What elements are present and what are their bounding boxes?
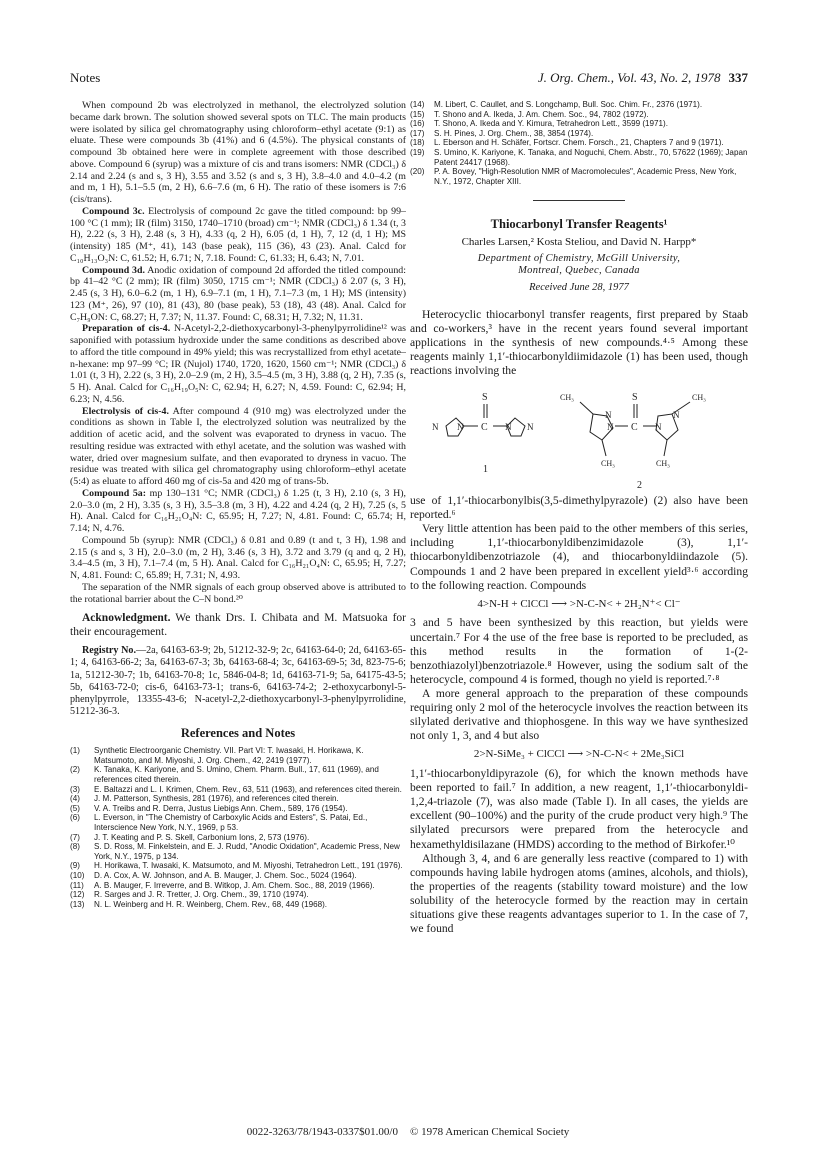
affiliation-line: Montreal, Quebec, Canada: [518, 265, 640, 277]
reference-item: [410, 110, 748, 120]
reference-text: D. A. Cox, A. W. Johnson, and A. B. Mauger, J. Chem. Soc., 5024 (1964).: [94, 870, 357, 880]
reference-number: (20): [410, 167, 425, 177]
registry-numbers: [70, 645, 406, 718]
structures-1-and-2: [410, 380, 748, 492]
running-header-section: Notes: [70, 70, 101, 85]
reference-item: [70, 900, 406, 910]
structure-label-2: 2: [637, 480, 642, 492]
reference-item: [410, 100, 748, 110]
paragraph: 1,1′-thiocarbonyldipyrazole (6), for which the known methods have been reported to fail.⁷ In addition, a new reagent, 1,1′-thiocarbonyldi-1,2,4-triazole (7), was also made (Table I). In all cases, the yields are excellent (90–100%) and the purity of the crude product very high.⁹ The silylated precursors were prepared from the heterocycle and hexamethyldisilazane (HMDS) according to the method of Birkofer.¹⁰: [410, 767, 748, 851]
reference-item: [70, 881, 406, 891]
reference-text: L. Everson, in "The Chemistry of Carboxylic Acids and Esters", S. Patai, Ed., Interscience New York, N.Y., 1969, p 53.: [94, 813, 368, 832]
svg-text:N: N: [432, 422, 439, 433]
paragraph: Very little attention has been paid to the other members of this series, including 1,1′-thiocarbonyldibenzimidazole (3), 1,1′-thiocarbonyldibenzotriazole (4), and thiocarbonyldiindazole (5). Compounds 1 and 2 have been prepared in excellent yield³·⁶ according to the following reaction. Compounds: [410, 522, 748, 592]
paragraph-heading: Compound 3d.: [82, 264, 145, 276]
reference-text: E. Baltazzi and L. I. Krimen, Chem. Rev., 63, 511 (1963), and references cited therein.: [94, 784, 402, 794]
paragraph-text: After compound 4 (910 mg) was electrolyzed under the conditions as shown in Table I, the electrolyzed solution was neutralized by the addition of acetic acid, and the solvent was evaporated to dryness in vacuo. The resulting residue was extracted with ethyl acetate, and the solution was washed with water, dried over magnesium sulfate, and then evaporated to dryness in vacuo. The residue was treated with silica gel chromatography using chloroform–ethyl acetate (5:4) as eluate to afford 460 mg of cis-5a and 420 mg of trans-5b.: [70, 405, 407, 487]
reference-number: (3): [70, 784, 80, 794]
reference-number: (7): [70, 832, 80, 842]
reference-number: (18): [410, 138, 425, 148]
affiliation-line: Department of Chemistry, McGill University,: [477, 252, 681, 264]
paragraph: [70, 206, 406, 265]
reference-item: [70, 890, 406, 900]
running-header-journal: [538, 70, 748, 86]
paragraph: When compound 2b was electrolyzed in methanol, the electrolyzed solution became dark brown. The solution showed several spots on TLC. The main products were isolated by silica gel chromatography using chloroform–ethyl acetate (9:1) as eluate. These were compounds 3b (41%) and 6 (4.5%). The physical constants of compound 3b obtained here were in complete agreement with those described above. Compound 6 (syrup) was a mixture of cis and trans isomers: NMR (CDCl₃) δ 2.14 and 2.24 (s and s, 3 H), 3.55 and 3.52 (s and s, 3 H), 3.8–4.0 and 4.0–4.2 (m and m, 1 H), 5.1–5.5 (m, 2 H), 6.6–7.6 (m, 6 H). The ratio of these isomers is 7:6 (cis/trans).: [70, 100, 406, 205]
reference-number: (15): [410, 109, 425, 119]
registry-heading: Registry No.: [82, 645, 136, 657]
svg-text:N: N: [505, 422, 512, 433]
article-divider: [533, 200, 625, 201]
reference-number: (17): [410, 128, 425, 138]
svg-text:N: N: [673, 410, 680, 421]
references-heading: References and Notes: [180, 726, 296, 741]
reaction-equation-2: 2>N-SiMe₃ + ClCCl ⟶ >N-C-N< + 2Me₃SiCl: [473, 748, 685, 761]
left-column: [70, 100, 406, 909]
svg-text:N: N: [527, 422, 534, 433]
reference-number: (10): [70, 870, 85, 880]
reference-item: [410, 138, 748, 148]
paragraph: Compound 5b (syrup): NMR (CDCl₃) δ 0.81 and 0.89 (t and t, 3 H), 1.98 and 2.15 (s and s, 3 H), 2.0–3.0 (m, 2 H), 3.46 (s, 3 H), 3.72 and 3.79 (q and q, 2 H), 3.4–4.5 (m, 3 H), 7.1–7.4 (m, 5 H). Anal. Calcd for C₁₆H₂₁O₄N: C, 65.95; H, 7.27; N, 4.81. Found: C, 65.89; H, 7.31; N, 4.93.: [70, 534, 406, 581]
paragraph-text: N-Acetyl-2,2-diethoxycarbonyl-3-phenylpyrrolidine¹² was saponified with potassium hydroxide under the same conditions as described above to afford the title compound in 49% yield; this was recrystallized from ethyl acetate–n-hexane: mp 97–99 °C; IR (Nujol) 1740, 1720, 1620, 1560 cm⁻¹; NMR (CDCl₃) δ 1.01 (t, 3 H), 2.22 (s, 3 H), 2.0–2.9 (m, 2 H), 3.5–4.5 (m, 3 H), 3.88 (q, 2 H), 7.35 (s, 5 H). Anal. Calcd for C₁₆H₁₉O₅N: C, 62.94; H, 6.27; N, 4.59. Found: C, 62.94; H, 6.23; N, 4.56.: [70, 323, 406, 405]
reference-item: [70, 746, 406, 765]
paragraph-text: mp 130–131 °C; NMR (CDCl₃) δ 1.25 (t, 3 H), 2.10 (s, 3 H), 2.0–3.0 (m, 2 H), 3.35 (s, 3 H), 3.5–3.8 (m, 3 H), 4.22 and 4.24 (q, 2 H), 7.25 (s, 5 H). Anal. Calcd for C₁₆H₂₁O₄N: C, 65.95; H, 7.27; N, 4.81. Found: C, 65.74; H, 7.14; N, 4.76.: [70, 487, 406, 534]
svg-text:C: C: [631, 422, 638, 434]
reference-text: T. Shono and A. Ikeda, J. Am. Chem. Soc., 94, 7802 (1972).: [434, 109, 649, 119]
reference-text: A. B. Mauger, F. Irreverre, and B. Witkop, J. Am. Chem. Soc., 88, 2019 (1966).: [94, 880, 375, 890]
svg-text:C: C: [481, 422, 488, 434]
journal-citation: J. Org. Chem., Vol. 43, No. 2, 1978: [537, 70, 721, 85]
pyrazole-structure-2: [560, 392, 706, 468]
reference-number: (14): [410, 100, 425, 109]
acknowledgment-text: We thank Drs. I. Chibata and M. Matsuoka for their encouragement.: [70, 612, 406, 639]
footer-copyright: © 1978 American Chemical Society: [409, 1126, 570, 1138]
reference-item: [70, 785, 406, 795]
right-column: [410, 100, 748, 936]
page-number: 337: [728, 70, 748, 85]
acknowledgment: [70, 611, 406, 639]
reference-item: [70, 765, 406, 784]
reference-text: L. Eberson and H. Schäfer, Fortscr. Chem. Forsch., 21, Chapters 7 and 9 (1971).: [434, 138, 724, 148]
reference-number: (12): [70, 890, 85, 900]
article-authors: Charles Larsen,² Kosta Steliou, and David N. Harpp*: [461, 236, 697, 249]
reference-number: (1): [70, 746, 80, 756]
acknowledgment-heading: Acknowledgment.: [82, 612, 171, 625]
reference-text: S. H. Pines, J. Org. Chem., 38, 3854 (1974).: [434, 128, 594, 138]
reference-item: [70, 794, 406, 804]
reference-number: (4): [70, 794, 80, 804]
svg-text:S: S: [482, 392, 488, 404]
reference-number: (6): [70, 813, 80, 823]
reference-list: [70, 746, 406, 909]
paragraph-text: Anodic oxidation of compound 2d afforded the titled compound: bp 41–42 °C (2 mm); IR (film) 3050, 1715 cm⁻¹; NMR (CDCl₃) δ 2.07 (s, 3 H), 2.45 (s, 3 H), 6.0–6.2 (m, 1 H), 6.9–7.1 (m, 1 H), 7.1–7.3 (m, 1 H); MS (intensity) 123 (M⁺, 26), 97 (10), 81 (43), 80 (base peak), 53 (18), 43 (48). Anal. Calcd for C₇H₉ON: C, 68.27; H, 7.37; N, 11.37. Found: C, 68.31; H, 7.32; N, 11.31.: [70, 264, 406, 323]
reference-number: (11): [70, 880, 84, 890]
reference-text: R. Sarges and J. R. Tretter, J. Org. Chem., 39, 1710 (1974).: [94, 890, 309, 900]
reference-text: H. Horikawa, T. Iwasaki, K. Matsumoto, and M. Miyoshi, Tetrahedron Lett., 191 (1976).: [94, 861, 403, 871]
paragraph: [70, 265, 406, 324]
reaction-equation-1: 4>N-H + ClCCl ⟶ >N-C-N< + 2H₂N⁺< Cl⁻: [477, 597, 681, 610]
paragraph-heading: Compound 5a:: [82, 487, 147, 499]
paragraph-heading: Electrolysis of cis-4.: [82, 405, 169, 417]
paragraph: Heterocyclic thiocarbonyl transfer reagents, first prepared by Staab and co-workers,³ have in the recent years found several important applications in the synthesis of new compounds.⁴·⁵ Among these reagents mainly 1,1′-thiocarbonyldiimidazole (1) has been used, though reactions involving the: [410, 307, 748, 377]
reference-number: (8): [70, 842, 80, 852]
reference-item: [410, 129, 748, 139]
paragraph-heading: Preparation of cis-4.: [82, 323, 171, 335]
reference-item: [70, 813, 406, 832]
reference-item: [70, 833, 406, 843]
reference-item: [70, 861, 406, 871]
paragraph: The separation of the NMR signals of each group observed above is attributed to the rotational barrier about the C–N bond.²⁰: [70, 581, 406, 605]
svg-text:N: N: [655, 422, 662, 433]
svg-text:N: N: [457, 422, 464, 433]
reference-item: [70, 871, 406, 881]
svg-text:N: N: [605, 410, 612, 421]
svg-text:CH₃: CH₃: [601, 459, 615, 469]
reference-text: P. A. Bovey, "High-Resolution NMR of Macromolecules", Academic Press, New York, N.Y., 1972, Chapter XIII.: [434, 167, 737, 186]
paragraph: use of 1,1′-thiocarbonylbis(3,5-dimethylpyrazole) (2) also have been reported.⁶: [410, 494, 748, 522]
reference-text: V. A. Treibs and R. Derra, Justus Liebigs Ann. Chem., 589, 176 (1954).: [94, 803, 348, 813]
svg-text:CH₃: CH₃: [560, 393, 574, 403]
structure-label-1: 1: [483, 464, 488, 476]
reference-text: J. M. Patterson, Synthesis, 281 (1976), and references cited therein.: [94, 794, 339, 804]
footer-code: 0022-3263/78/1943-0337$01.00/0: [246, 1126, 398, 1138]
reference-number: (13): [70, 899, 85, 909]
reference-number: (9): [70, 861, 80, 871]
reference-item: [70, 842, 406, 861]
reference-text: N. L. Weinberg and H. R. Weinberg, Chem. Rev., 68, 449 (1968).: [94, 899, 328, 909]
svg-text:N: N: [607, 422, 614, 433]
paragraph: Although 3, 4, and 6 are generally less reactive (compared to 1) with compounds having labile hydrogen atoms (amines, alcohols, and thiols), the properties of the reagents (stability toward moisture) and the low solubility of the heterocycle formed by the reaction may in certain situations give these reagents advantages superior to 1. In the case of 7, we found: [410, 851, 748, 936]
reference-text: K. Tanaka, K. Kariyone, and S. Umino, Chem. Pharm. Bull., 17, 611 (1969), and references cited therein.: [94, 765, 379, 784]
reference-text: Synthetic Electroorganic Chemistry. VII. Part VI: T. Iwasaki, H. Horikawa, K. Matsumoto, and M. Miyoshi, J. Org. Chem., 42, 2419 (1977).: [94, 746, 364, 765]
reference-item: [70, 804, 406, 814]
paragraph: [70, 488, 406, 535]
reference-number: (19): [410, 147, 425, 157]
reference-text: J. T. Keating and P. S. Skell, Carbonium Ions, 2, 573 (1976).: [94, 832, 310, 842]
paragraph: A more general approach to the preparation of these compounds requiring only 2 mol of the heterocycle involves the reaction between its silylated derivative and thiophosgene. In this way we have synthesized not only 1, 3, and 4 but also: [410, 686, 748, 743]
reference-item: [410, 167, 748, 186]
page-footer: [0, 1126, 816, 1138]
reference-text: S. D. Ross, M. Finkelstein, and E. J. Rudd, "Anodic Oxidation", Academic Press, New York, N.Y., 1975, p 134.: [94, 842, 400, 861]
reference-number: (16): [410, 119, 425, 129]
reference-item: [410, 119, 748, 129]
paragraph-text: Electrolysis of compound 2c gave the titled compound: bp 99–100 °C (1 mm); IR (film) 3150, 1740–1710 (broad) cm⁻¹; NMR (CDCl₃) δ 1.34 (t, 3 H), 2.22 (s, 3 H), 2.48 (s, 3 H), 4.33 (q, 2 H), 6.05 (d, 1 H), 7, 12 (d, 1 H); MS (intensity) 185 (M⁺, 41), 143 (base peak), 115 (36), 43 (23). Anal. Calcd for C₁₀H₁₃O₃N: C, 61.52; H, 6.71; N, 7.18. Found: C, 61.33; H, 6.43; N, 7.01.: [70, 205, 406, 264]
paragraph-heading: Compound 3c.: [82, 205, 145, 217]
reference-item: [410, 148, 748, 167]
paragraph: [70, 323, 406, 405]
imidazole-structure-1: [432, 392, 534, 436]
svg-text:CH₃: CH₃: [656, 459, 670, 469]
paragraph: [70, 406, 406, 488]
paragraph: 3 and 5 have been synthesized by this reaction, but yields were uncertain.⁷ For 4 the use of the free base is reported to be precluded, as this method results in the formation of 1-(2-benzothiazolyl)benzotriazole.⁸ However, using the sodium salt of the heterocycle, compound 4 is formed, though no yield is reported.⁷·⁸: [410, 616, 748, 686]
reference-text: S. Umino, K. Kariyone, K. Tanaka, and Noguchi, Chem. Abstr., 70, 57622 (1969); Japan Patent 24417 (1968).: [434, 147, 748, 167]
registry-text: —2a, 64163-63-9; 2b, 51212-32-9; 2c, 64163-64-0; 2d, 64163-65-1; 4, 64163-66-2; 3a, 64163-67-3; 3b, 64163-68-4; 3c, 64163-69-5; 3d, 823-75-6; 1a, 51212-30-7; 1b, 64163-70-8; 1c, 5846-04-8; 1d, 64163-71-9; 5a, 64175-43-5; 5b, 64163-72-0; cis-6, 64163-73-1; trans-6, 64163-74-2; 2-ethoxycarbonyl-5-phenylpyrrole, 13355-43-6; N-acetyl-2,2-diethoxycarbonyl-3-phenylpyrrolidine, 51212-36-3.: [70, 645, 406, 718]
reference-text: T. Shono, A. Ikeda and Y. Kimura, Tetrahedron Lett., 3599 (1971).: [434, 119, 668, 129]
reference-text: M. Libert, C. Caullet, and S. Longchamp, Bull. Soc. Chim. Fr., 2376 (1971).: [434, 100, 703, 109]
reference-number: (5): [70, 803, 80, 813]
received-date: Received June 28, 1977: [529, 281, 629, 293]
svg-text:S: S: [632, 392, 638, 404]
article-title: Thiocarbonyl Transfer Reagents¹: [490, 217, 668, 232]
reference-number: (2): [70, 765, 80, 775]
reference-list-continued: [410, 100, 748, 186]
svg-text:CH₃: CH₃: [692, 393, 706, 403]
